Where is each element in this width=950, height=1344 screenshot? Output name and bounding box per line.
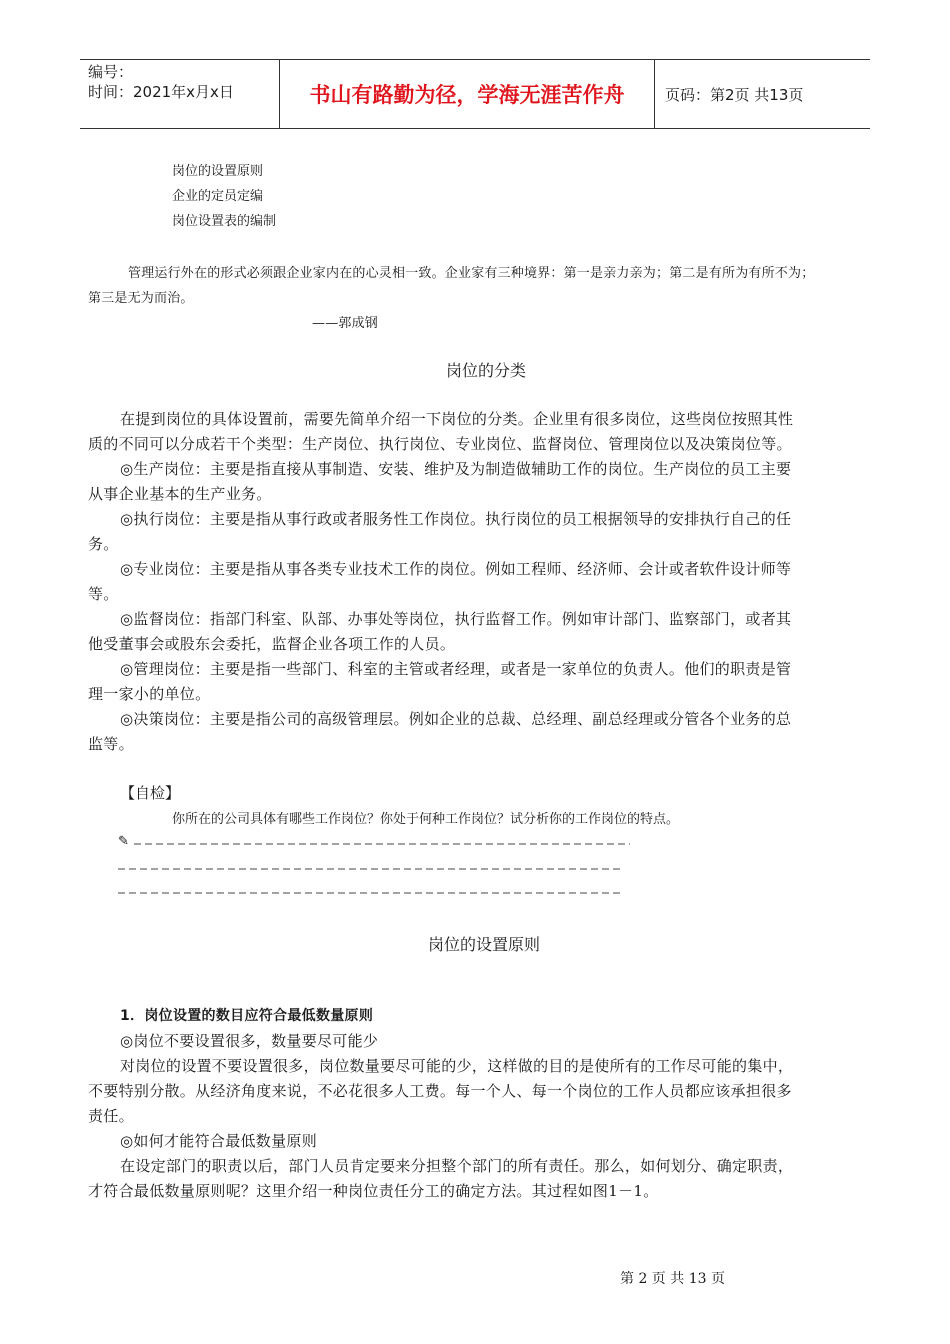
- paragraph-line: ◎如何才能符合最低数量原则: [120, 1132, 317, 1150]
- page-footer: 第 2 页 共 13 页: [620, 1271, 725, 1287]
- paragraph-line: ◎监督岗位：指部门科室、队部、办事处等岗位，执行监督工作。例如审计部门、监察部门，或者其: [120, 610, 792, 628]
- quote-author: ——郭成钢: [312, 316, 379, 331]
- section-title: 岗位的设置原则: [428, 935, 541, 954]
- answer-line[interactable]: [118, 891, 622, 895]
- paragraph-line: ◎专业岗位：主要是指从事各类专业技术工作的岗位。例如工程师、经济师、会计或者软件设计师等: [120, 560, 792, 578]
- paragraph-line: 等。: [88, 585, 119, 603]
- paragraph-line: ◎管理岗位：主要是指一些部门、科室的主管或者经理，或者是一家单位的负责人。他们的职责是管: [120, 660, 792, 678]
- document-number-label: 编号：: [88, 63, 134, 81]
- document-time-label: 时间：2021年x月x日: [88, 83, 234, 101]
- paragraph-line: 才符合最低数量原则呢？这里介绍一种岗位责任分工的确定方法。其过程如图1－1。: [88, 1182, 659, 1200]
- header-page-label: 页码：第2页 共13页: [665, 85, 804, 104]
- paragraph-line: ◎生产岗位：主要是指直接从事制造、安装、维护及为制造做辅助工作的岗位。生产岗位的员工主要: [120, 460, 792, 478]
- paragraph-line: ◎岗位不要设置很多，数量要尽可能少: [120, 1032, 379, 1050]
- paragraph-line: ◎决策岗位：主要是指公司的高级管理层。例如企业的总裁、总经理、副总经理或分管各个业务的总: [120, 710, 792, 728]
- toc-item: 岗位的设置原则: [172, 164, 264, 179]
- paragraph-line: 在提到岗位的具体设置前，需要先简单介绍一下岗位的分类。企业里有很多岗位，这些岗位按照其性: [120, 410, 794, 428]
- paragraph-line: 质的不同可以分成若干个类型：生产岗位、执行岗位、专业岗位、监督岗位、管理岗位以及决策岗位等。: [88, 435, 792, 453]
- quote-line: 第三是无为而治。: [88, 291, 194, 306]
- toc-item: 岗位设置表的编制: [172, 214, 277, 229]
- paragraph-line: 责任。: [88, 1107, 134, 1125]
- paragraph-line: 务。: [88, 535, 119, 553]
- selfcheck-question: 你所在的公司具体有哪些工作岗位？你处于何种工作岗位？试分析你的工作岗位的特点。: [172, 812, 680, 827]
- pen-icon: ✎: [118, 834, 129, 849]
- quote-line: 管理运行外在的形式必须跟企业家内在的心灵相一致。企业家有三种境界：第一是亲力亲为；第二是有所为有所不为；: [128, 266, 815, 281]
- paragraph-line: 从事企业基本的生产业务。: [88, 485, 272, 503]
- header-motto: 书山有路勤为径，学海无涯苦作舟: [280, 60, 655, 128]
- answer-line[interactable]: [134, 842, 630, 846]
- header-table: [80, 59, 870, 129]
- section-title: 岗位的分类: [446, 361, 527, 380]
- header-meta-cell: [80, 60, 280, 128]
- paragraph-line: 他受董事会或股东会委托，监督企业各项工作的人员。: [88, 635, 456, 653]
- paragraph-line: ◎执行岗位：主要是指从事行政或者服务性工作岗位。执行岗位的员工根据领导的安排执行自己的任: [120, 510, 792, 528]
- paragraph-line: 监等。: [88, 735, 134, 753]
- toc-item: 企业的定员定编: [172, 189, 264, 204]
- paragraph-line: 对岗位的设置不要设置很多，岗位数量要尽可能的少，这样做的目的是使所有的工作尽可能的集中，: [120, 1057, 794, 1075]
- answer-line[interactable]: [118, 867, 622, 871]
- subsection-heading: 1．岗位设置的数目应符合最低数量原则: [120, 1008, 374, 1024]
- paragraph-line: 理一家小的单位。: [88, 685, 211, 703]
- selfcheck-label: 【自检】: [120, 784, 181, 802]
- paragraph-line: 在设定部门的职责以后，部门人员肯定要来分担整个部门的所有责任。那么，如何划分、确定职责，: [120, 1157, 794, 1175]
- paragraph-line: 不要特别分散。从经济角度来说，不必花很多人工费。每一个人、每一个岗位的工作人员都应该承担很多: [88, 1082, 792, 1100]
